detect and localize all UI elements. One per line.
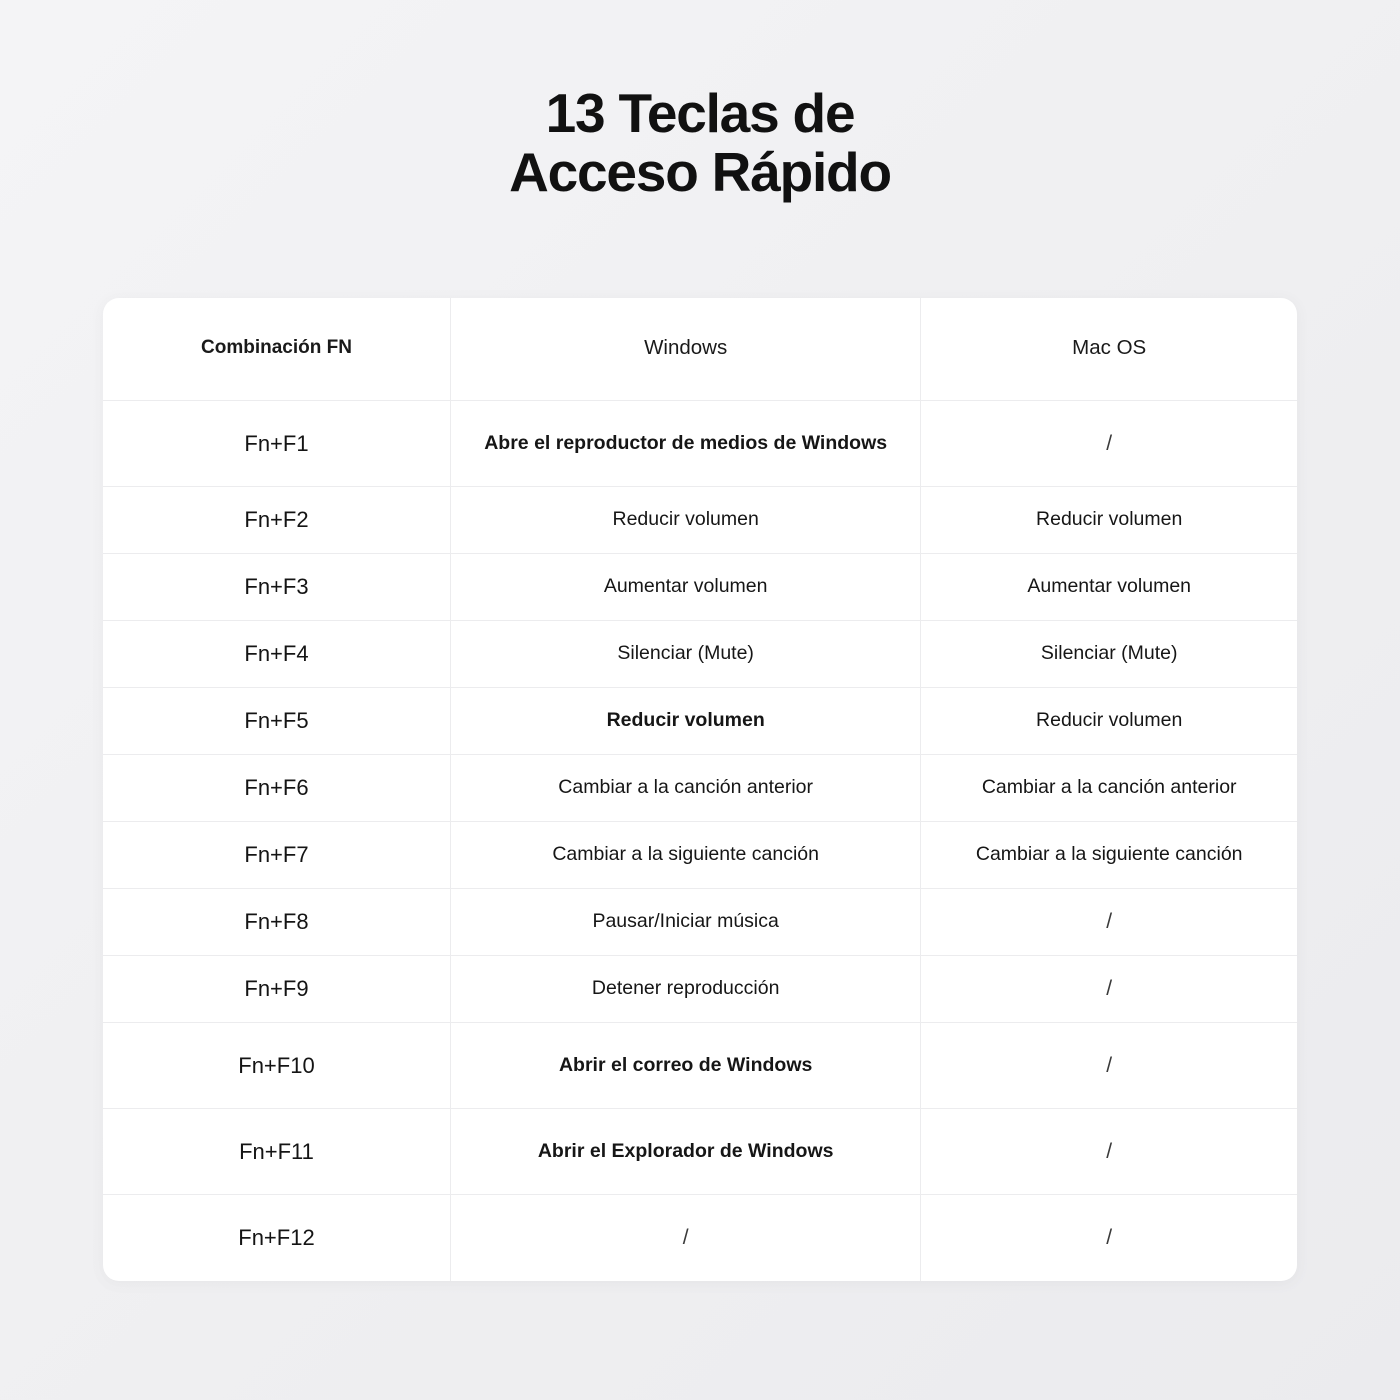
table-row (103, 487, 1297, 554)
cell-windows-action: Silenciar (Mute) (450, 621, 920, 688)
cell-fn-combination: Fn+F1 (103, 401, 450, 487)
column-header-macos: Mac OS (921, 298, 1297, 401)
cell-macos-action: Aumentar volumen (921, 554, 1297, 621)
cell-fn-combination: Fn+F10 (103, 1023, 450, 1109)
cell-macos-action: / (921, 956, 1297, 1023)
cell-macos-action: Cambiar a la canción anterior (921, 755, 1297, 822)
cell-windows-action: Abrir el correo de Windows (450, 1023, 920, 1109)
cell-macos-action: Cambiar a la siguiente canción (921, 822, 1297, 889)
shortcut-table-card (103, 298, 1297, 1281)
cell-macos-action: / (921, 1109, 1297, 1195)
shortcut-table (103, 298, 1297, 1281)
cell-fn-combination: Fn+F11 (103, 1109, 450, 1195)
table-row (103, 755, 1297, 822)
cell-windows-action: Detener reproducción (450, 956, 920, 1023)
cell-fn-combination: Fn+F3 (103, 554, 450, 621)
cell-windows-action: Reducir volumen (450, 487, 920, 554)
table-row (103, 1109, 1297, 1195)
cell-windows-action: Reducir volumen (450, 688, 920, 755)
page-title (0, 0, 1400, 203)
cell-macos-action: / (921, 889, 1297, 956)
cell-macos-action: Reducir volumen (921, 487, 1297, 554)
cell-macos-action: Reducir volumen (921, 688, 1297, 755)
cell-macos-action: / (1106, 1225, 1113, 1249)
cell-windows-action: Abre el reproductor de medios de Windows (450, 401, 920, 487)
cell-windows-action: Cambiar a la canción anterior (450, 755, 920, 822)
cell-fn-combination: Fn+F5 (103, 688, 450, 755)
table-row (103, 621, 1297, 688)
table-row (103, 1023, 1297, 1109)
cell-macos-action: Silenciar (Mute) (921, 621, 1297, 688)
table-row (103, 956, 1297, 1023)
cell-fn-combination: Fn+F2 (103, 487, 450, 554)
cell-windows-action: Cambiar a la siguiente canción (450, 822, 920, 889)
cell-fn-combination: Fn+F7 (103, 822, 450, 889)
table-row (103, 889, 1297, 956)
cell-fn-combination: Fn+F4 (103, 621, 450, 688)
table-row (103, 822, 1297, 889)
page-title-line-2: Acceso Rápido (509, 141, 891, 204)
cell-windows-action: Aumentar volumen (450, 554, 920, 621)
table-header (103, 298, 1297, 401)
table-row (103, 401, 1297, 487)
cell-macos-action: / (921, 1023, 1297, 1109)
cell-windows-action: Abrir el Explorador de Windows (450, 1109, 920, 1195)
cell-windows-action: / (450, 1195, 920, 1281)
table-row (103, 554, 1297, 621)
table-body (103, 401, 1297, 1281)
cell-fn-combination: Fn+F9 (103, 956, 450, 1023)
table-row (103, 688, 1297, 755)
cell-fn-combination: Fn+F6 (103, 755, 450, 822)
cell-fn-combination: Fn+F12 (103, 1195, 450, 1281)
column-header-fn-combination: Combinación FN (103, 298, 450, 401)
cell-fn-combination: Fn+F8 (103, 889, 450, 956)
cell-windows-action: Pausar/Iniciar música (450, 889, 920, 956)
table-row (103, 1195, 1297, 1281)
column-header-windows: Windows (450, 298, 920, 401)
cell-macos-action: / (921, 401, 1297, 487)
page-title-line-1: 13 Teclas de (545, 82, 855, 144)
table-header-row (103, 298, 1297, 401)
